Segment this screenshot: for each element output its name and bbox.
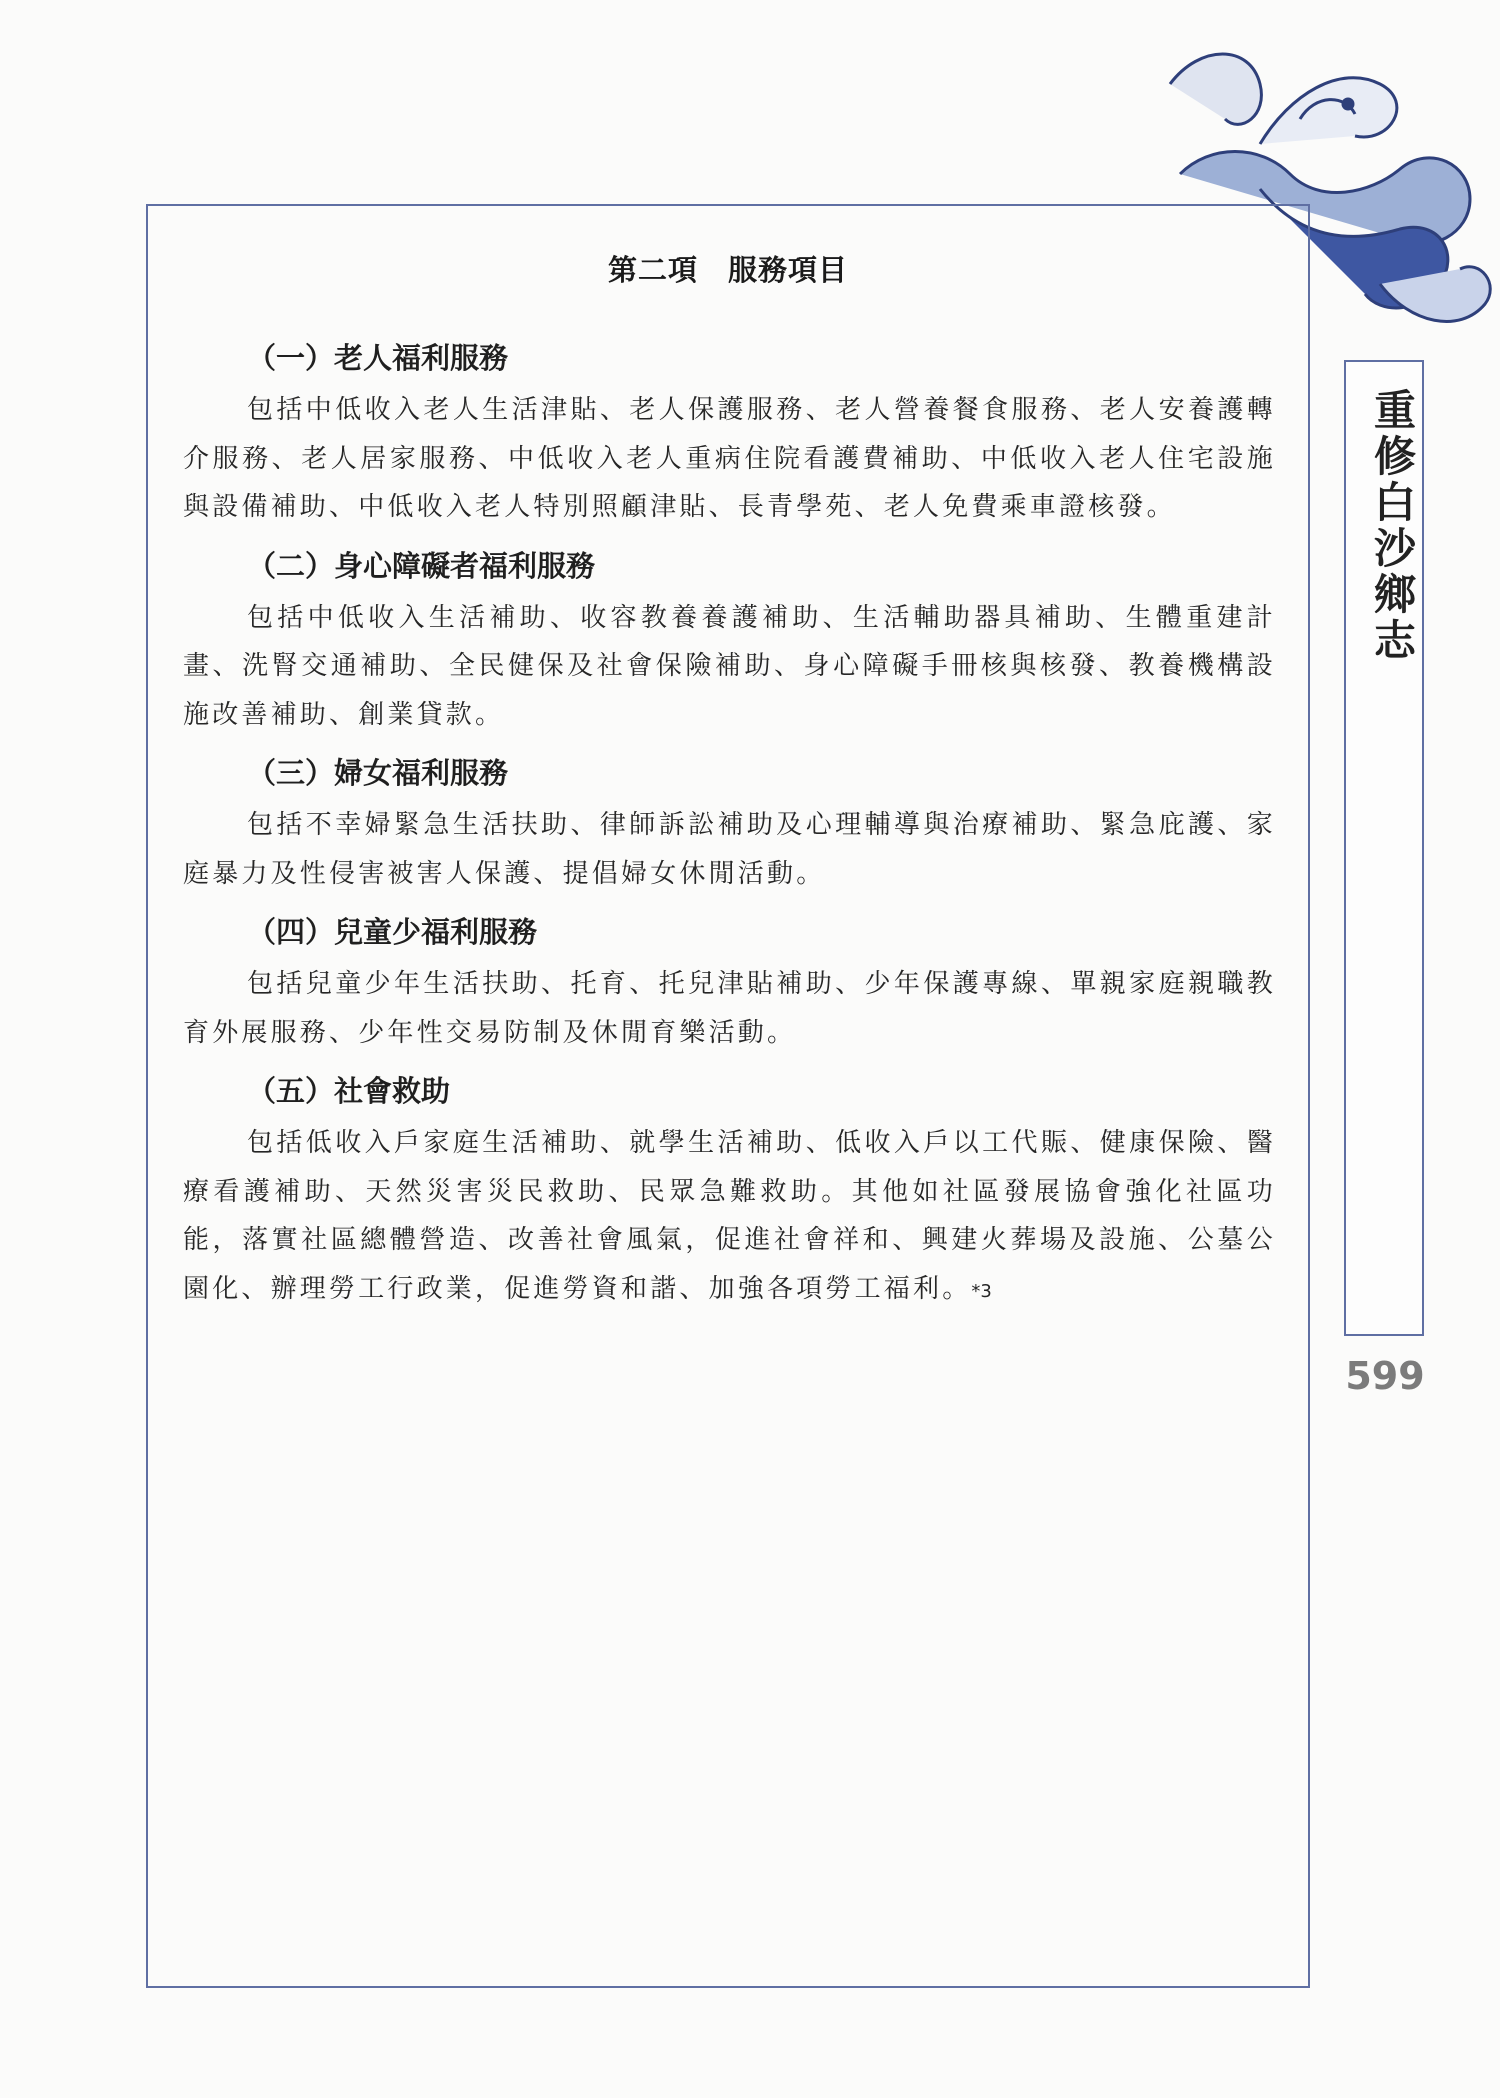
footnote-ref: *3 <box>971 1280 992 1302</box>
main-content <box>183 336 1276 1328</box>
section-title: 第二項 服務項目 <box>607 253 848 287</box>
paragraph: 包括中低收入生活補助、收容教養養護補助、生活輔助器具補助、生體重建計畫、洗腎交通補助、全民健保及社會保險補助、身心障礙手冊核與核發、教養機構設施改善補助、創業貸款。 <box>183 602 1276 730</box>
item-disabled <box>183 544 1276 740</box>
sub-heading: （四）兒童少福利服務 <box>247 915 538 949</box>
paragraph: 包括兒童少年生活扶助、托育、托兒津貼補助、少年保護專線、單親家庭親職教育外展服務、少年性交易防制及休閒育樂活動。 <box>183 969 1276 1048</box>
item-elderly <box>183 336 1276 532</box>
item-social-aid <box>183 1069 1276 1316</box>
sub-heading: （三）婦女福利服務 <box>247 756 509 790</box>
item-women <box>183 751 1276 898</box>
sub-heading: （五）社會救助 <box>247 1074 451 1108</box>
paragraph: 包括中低收入老人生活津貼、老人保護服務、老人營養餐食服務、老人安養護轉介服務、老人居家服務、中低收入老人重病住院看護費補助、中低收入老人住宅設施與設備補助、中低收入老人特別照顧津貼、長青學苑、老人免費乘車證核發。 <box>183 395 1276 522</box>
paragraph-text: 包括低收入戶家庭生活補助、就學生活補助、低收入戶以工代賑、健康保險、醫療看護補助、天然災害災民救助、民眾急難救助。其他如社區發展協會強化社區功能，落實社區總體營造、改善社會風氣，促進社會祥和、興建火葬場及設施、公墓公園化、辦理勞工行政業，促進勞資和諧、加強各項勞工福利。 <box>183 1128 1276 1304</box>
page-number: 599 <box>1345 1354 1425 1398</box>
sub-heading: （二）身心障礙者福利服務 <box>247 548 596 583</box>
item-children <box>183 910 1276 1057</box>
book-title: 重修白沙鄉志 <box>1368 388 1417 664</box>
paragraph <box>183 1119 1276 1316</box>
sub-heading: （一）老人福利服務 <box>247 341 509 375</box>
sidebar-title-box <box>1344 360 1424 1336</box>
paragraph: 包括不幸婦緊急生活扶助、律師訴訟補助及心理輔導與治療補助、緊急庇護、家庭暴力及性侵害被害人保護、提倡婦女休閒活動。 <box>183 810 1276 889</box>
